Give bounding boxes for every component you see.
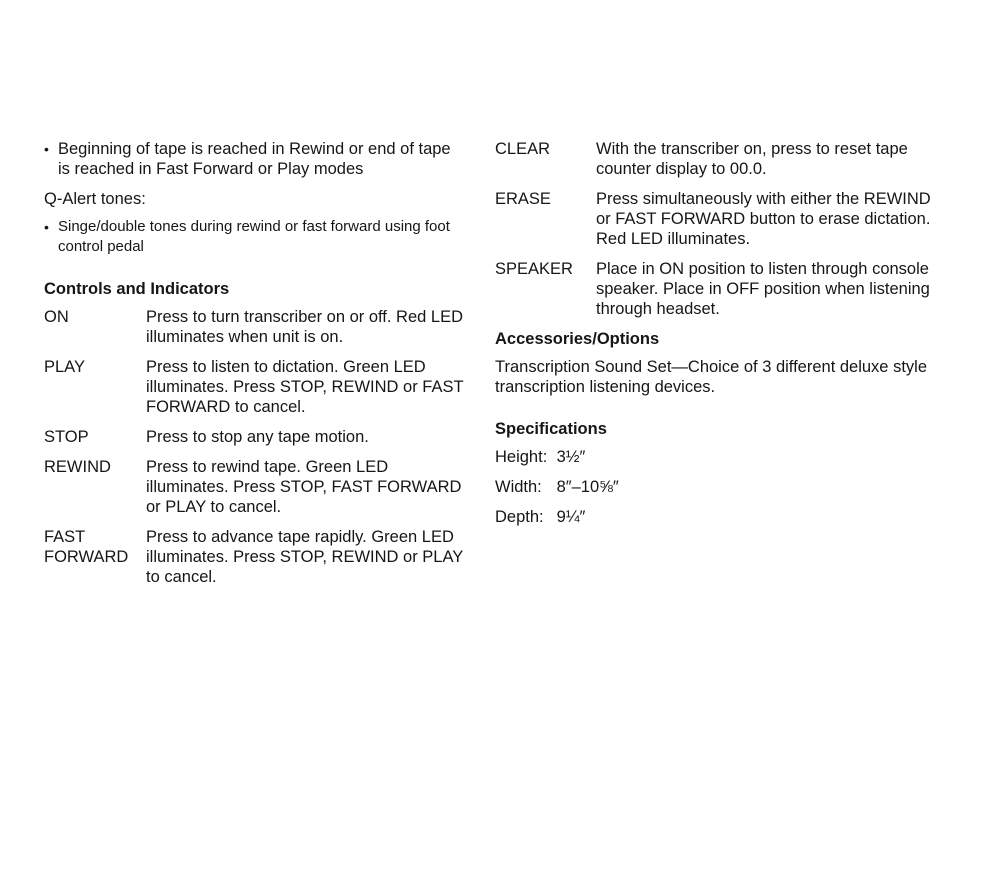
spec-row-depth: [495, 507, 935, 527]
bullet-dot-icon: •: [44, 141, 49, 157]
qalert-label: Q-Alert tones:: [44, 190, 146, 208]
control-label: ERASE: [495, 190, 551, 208]
spec-key: Depth:: [495, 508, 544, 526]
control-item: [44, 307, 464, 347]
control-description: Press simultaneously with either the REWIND or FAST FORWARD button to erase dictation. Red LED illuminates.: [596, 190, 931, 248]
bullet-text: Singe/double tones during rewind or fast forward using foot control pedal: [58, 218, 450, 255]
control-description: With the transcriber on, press to reset tape counter display to 00.0.: [596, 140, 908, 178]
control-description: Place in ON position to listen through console speaker. Place in OFF position when listening through headset.: [596, 260, 930, 318]
spec-row-width: [495, 477, 935, 497]
control-label: FAST FORWARD: [44, 528, 129, 566]
control-item: [44, 427, 464, 447]
control-item: [44, 357, 464, 417]
control-item: [495, 259, 935, 319]
control-description: Press to rewind tape. Green LED illuminates. Press STOP, FAST FORWARD or PLAY to cancel.: [146, 458, 462, 516]
bullet-text: Beginning of tape is reached in Rewind or end of tape is reached in Fast Forward or Play modes: [58, 140, 451, 178]
control-item: [44, 527, 464, 587]
spec-row-height: [495, 447, 935, 467]
controls-list: [44, 307, 464, 587]
control-description: Press to advance tape rapidly. Green LED illuminates. Press STOP, REWIND or PLAY to cancel.: [146, 528, 463, 586]
spec-value: 3½″: [556, 448, 586, 466]
spec-key: Width:: [495, 478, 542, 496]
qalert-bullet: [44, 217, 464, 257]
control-label: PLAY: [44, 358, 85, 376]
left-column: [44, 139, 464, 597]
control-item: [495, 189, 935, 249]
control-label: SPEAKER: [495, 260, 573, 278]
control-description: Press to listen to dictation. Green LED illuminates. Press STOP, REWIND or FAST FORWARD to cancel.: [146, 358, 464, 416]
control-item: [495, 139, 935, 179]
control-label: REWIND: [44, 458, 111, 476]
bullet-dot-icon: •: [44, 219, 49, 235]
controls-list-continued: [495, 139, 935, 319]
spec-value: 9¼″: [556, 508, 586, 526]
accessories-heading: Accessories/Options: [495, 330, 660, 348]
control-description: Press to turn transcriber on or off. Red LED illuminates when unit is on.: [146, 308, 464, 346]
tape-end-bullet: [44, 139, 464, 179]
spec-value: 8″–10⅝″: [556, 478, 619, 496]
control-label: STOP: [44, 428, 89, 446]
control-item: [44, 457, 464, 517]
accessories-text: Transcription Sound Set—Choice of 3 different deluxe style transcription listening devices.: [495, 358, 927, 396]
control-label: ON: [44, 308, 69, 326]
specifications-heading: Specifications: [495, 420, 607, 438]
control-description: Press to stop any tape motion.: [146, 428, 369, 446]
control-label: CLEAR: [495, 140, 551, 158]
controls-heading: Controls and Indicators: [44, 280, 230, 298]
spec-key: Height:: [495, 448, 548, 466]
right-column: [495, 139, 935, 537]
